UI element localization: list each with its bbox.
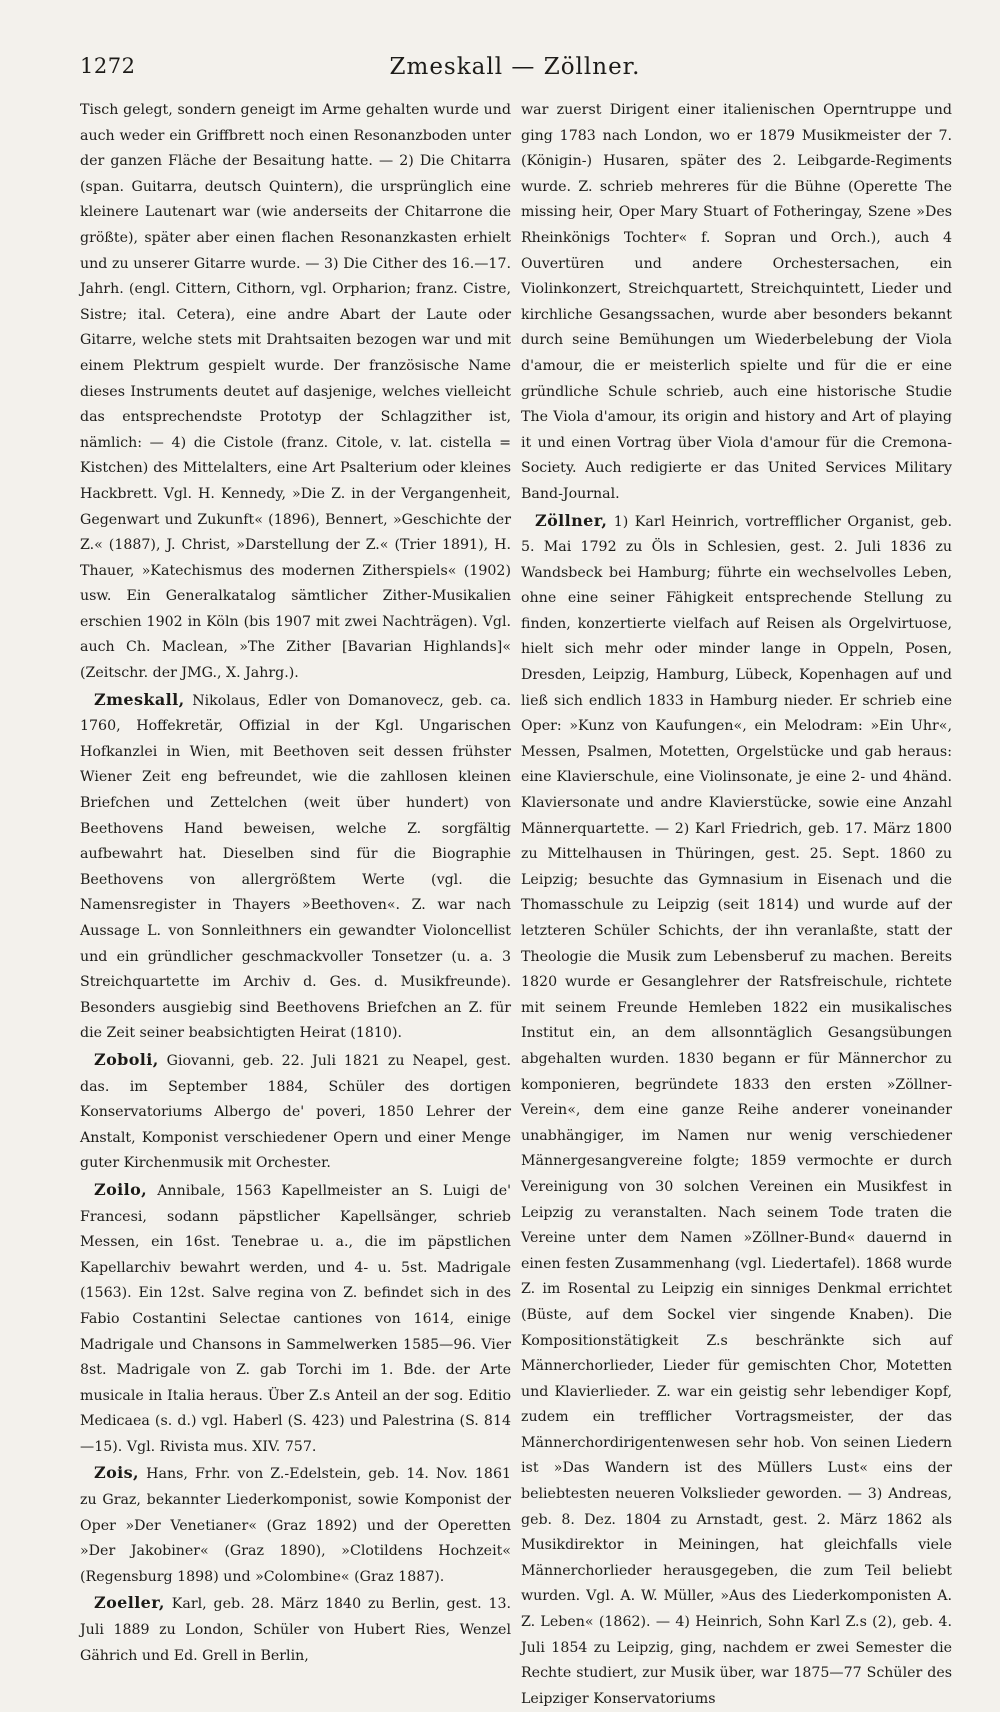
dictionary-entry (80, 1590, 511, 1669)
page-number: 1272 (80, 54, 135, 78)
entry-headword: Zois, (94, 1463, 139, 1482)
dictionary-entry (80, 1047, 511, 1177)
entry-headword: Zoboli, (94, 1050, 159, 1069)
running-title: Zmeskall — Zöllner. (80, 54, 950, 80)
entry-headword: Zoilo, (94, 1180, 147, 1199)
left-column (80, 98, 511, 1669)
page-header (80, 54, 950, 86)
dictionary-entry (80, 687, 511, 1047)
entry-headword: Zoeller, (94, 1593, 165, 1612)
right-column (521, 98, 952, 1712)
entry-headword: Zmeskall, (94, 690, 185, 709)
entry-text: Annibale, 1563 Kapellmeister an S. Luigi de' Francesi, sodann päpstlicher Kapellsänger, schrieb Messen, ein 16st. Tenebrae u. a., die im päpstlichen Kapellarchiv bewahrt werden, und 4- u. 5st. Madrigale (1563). Ein 12st. Salve regina von Z. befindet sich in des Fabio Costantini Selectae cantiones von 1614, einige Madrigale und Chansons in Sammelwerken 1585—96. Vier 8st. Madrigale von Z. gab Torchi im 1. Bde. der Arte musicale in Italia heraus. Über Z.s Anteil an der sog. Editio Medicaea (s. d.) vgl. Haberl (S. 423) und Palestrina (S. 814—15). Vgl. Rivista mus. XIV. 757. (80, 1183, 511, 1455)
entry-headword: Zöllner, (535, 511, 607, 530)
continued-entry-text: Tisch gelegt, sondern geneigt im Arme gehalten wurde und auch weder ein Griffbrett noch einen Resonanzboden unter der ganzen Fläche der Besaitung hatte. — 2) Die Chitarra (span. Guitarra, deutsch Quintern), die ursprünglich eine kleinere Lautenart war (wie anderseits der Chitarrone die größte), später aber einen flachen Resonanzkasten erhielt und zu unserer Gitarre wurde. — 3) Die Cither des 16.—17. Jahrh. (engl. Cittern, Cithorn, vgl. Orpharion; franz. Cistre, Sistre; ital. Cetera), eine andre Abart der Laute oder Gitarre, welche stets mit Drahtsaiten bezogen war und mit einem Plektrum gespielt wurde. Der französische Name dieses Instruments deutet auf dasjenige, welches vielleicht das entsprechendste Prototyp der Schlagzither ist, nämlich: — 4) die Cistole (franz. Citole, v. lat. cistella = Kistchen) des Mittelalters, eine Art Psalterium oder kleines Hackbrett. Vgl. H. Kennedy, »Die Z. in der Vergangenheit, Gegenwart und Zukunft« (1896), Bennert, »Geschichte der Z.« (1887), J. Christ, »Darstellung der Z.« (Trier 1891), H. Thauer, »Katechismus des modernen Zitherspiels« (1902) usw. Ein Generalkatalog sämtlicher Zither-Musikalien erschien 1902 in Köln (bis 1907 mit zwei Nachträgen). Vgl. auch Ch. Maclean, »The Zither [Bavarian Highlands]« (Zeitschr. der JMG., X. Jahrg.). (80, 98, 511, 687)
entry-text: Karl, geb. 28. März 1840 zu Berlin, gest. 13. Juli 1889 zu London, Schüler von Hubert Ries, Wenzel Gährich und Ed. Grell in Berlin, (80, 1596, 511, 1663)
entry-text: 1) Karl Heinrich, vortrefflicher Organist, geb. 5. Mai 1792 zu Öls in Schlesien, gest. 2. Juli 1836 zu Wandsbeck bei Hamburg; führte ein wechselvolles Leben, ohne eine seiner Fähigkeit entsprechende Stellung zu finden, konzertierte vielfach auf Reisen als Orgelvirtuose, hielt sich mehr oder minder lange in Oppeln, Posen, Dresden, Leipzig, Hamburg, Lübeck, Kopenhagen auf und ließ sich endlich 1833 in Hamburg nieder. Er schrieb eine Oper: »Kunz von Kaufungen«, ein Melodram: »Ein Uhr«, Messen, Psalmen, Motetten, Orgelstücke und gab heraus: eine Klavierschule, eine Violinsonate, je eine 2- und 4händ. Klaviersonate und andre Klavierstücke, sowie eine Anzahl Männerquartette. — 2) Karl Friedrich, geb. 17. März 1800 zu Mittelhausen in Thüringen, gest. 25. Sept. 1860 zu Leipzig; besuchte das Gymnasium in Eisenach und die Thomasschule zu Leipzig (seit 1814) und wurde auf der letzteren Schüler Schichts, der ihn veranlaßte, statt der Theologie die Musik zum Lebensberuf zu machen. Bereits 1820 wurde er Gesanglehrer der Ratsfreischule, richtete mit seinem Freunde Hemleben 1822 ein musikalisches Institut ein, an dem allsonntäglich Gesangsübungen abgehalten wurden. 1830 begann er für Männerchor zu komponieren, begründete 1833 den ersten »Zöllner-Verein«, dem eine ganze Reihe anderer voneinander unabhängiger, im Namen nur wenig verschiedener Männergesangvereine folgte; 1859 vermochte er durch Vereinigung von 30 solchen Vereinen ein Musikfest in Leipzig zu veranstalten. Nach seinem Tode traten die Vereine unter dem Namen »Zöllner-Bund« dauernd in einen festen Zusammenhang (vgl. Liedertafel). 1868 wurde Z. im Rosental zu Leipzig ein sinniges Denkmal errichtet (Büste, auf dem Sockel vier singende Knaben). Die Kompositionstätigkeit Z.s beschränkte sich auf Männerchorlieder, Lieder für gemischten Chor, Motetten und Klavierlieder. Z. war ein geistig sehr lebendiger Kopf, zudem ein trefflicher Vortragsmeister, der das Männerchordirigentenwesen sehr hob. Von seinen Liedern ist »Das Wandern ist des Müllers Lust« eins der beliebtesten neueren Volkslieder geworden. — 3) Andreas, geb. 8. Dez. 1804 zu Arnstadt, gest. 2. März 1862 als Musikdirektor in Meiningen, hat gleichfalls viele Männerchorlieder herausgegeben, die zum Teil beliebt wurden. Vgl. A. W. Müller, »Aus des Liederkomponisten A. Z. Leben« (1862). — 4) Heinrich, Sohn Karl Z.s (2), geb. 4. Juli 1854 zu Leipzig, ging, nachdem er zwei Semester die Rechte studiert, zur Musik über, war 1875—77 Schüler des Leipziger Konservatoriums (521, 514, 952, 1707)
dictionary-entry (521, 508, 952, 1712)
continued-entry-text: war zuerst Dirigent einer italienischen Operntruppe und ging 1783 nach London, wo er 1879 Musikmeister der 7. (Königin-) Husaren, später des 2. Leibgarde-Regiments wurde. Z. schrieb mehreres für die Bühne (Operette The missing heir, Oper Mary Stuart of Fotheringay, Szene »Des Rheinkönigs Tochter« f. Sopran und Orch.), auch 4 Ouvertüren und andere Orchestersachen, ein Violinkonzert, Streichquartett, Streichquintett, Lieder und kirchliche Gesangssachen, wurde aber besonders bekannt durch seine Bemühungen um Wiederbelebung der Viola d'amour, die er meisterlich spielte und für die er eine gründliche Schule schrieb, auch eine historische Studie The Viola d'amour, its origin and history and Art of playing it und einen Vortrag über Viola d'amour für die Cremona-Society. Auch redigierte er das United Services Military Band-Journal. (521, 98, 952, 508)
entry-text: Nikolaus, Edler von Domanovecz, geb. ca. 1760, Hoffekretär, Offizial in der Kgl. Ungarischen Hofkanzlei in Wien, mit Beethoven seit dessen frühster Wiener Zeit eng befreundet, wie die zahllosen kleinen Briefchen und Zettelchen (weit über hundert) von Beethovens Hand beweisen, welche Z. sorgfältig aufbewahrt hat. Dieselben sind für die Biographie Beethovens von allergrößtem Werte (vgl. die Namensregister in Thayers »Beethoven«. Z. war nach Aussage L. von Sonnleithners ein gewandter Violoncellist und ein gründlicher geschmackvoller Tonsetzer (u. a. 3 Streichquartette im Archiv d. Ges. d. Musikfreunde). Besonders ausgiebig sind Beethovens Briefchen an Z. für die Zeit seiner beabsichtigten Heirat (1810). (80, 693, 511, 1042)
entry-text: Giovanni, geb. 22. Juli 1821 zu Neapel, gest. das. im September 1884, Schüler des dortigen Konservatoriums Albergo de' poveri, 1850 Lehrer der Anstalt, Komponist verschiedener Opern und einer Menge guter Kirchenmusik mit Orchester. (80, 1053, 511, 1171)
dictionary-entry (80, 1177, 511, 1461)
dictionary-entry (80, 1460, 511, 1590)
entry-text: Hans, Frhr. von Z.-Edelstein, geb. 14. Nov. 1861 zu Graz, bekannter Liederkomponist, sowie Komponist der Oper »Der Venetianer« (Graz 1892) und der Operetten »Der Jakobiner« (Graz 1890), »Clotildens Hochzeit« (Regensburg 1898) und »Colombine« (Graz 1887). (80, 1466, 511, 1584)
